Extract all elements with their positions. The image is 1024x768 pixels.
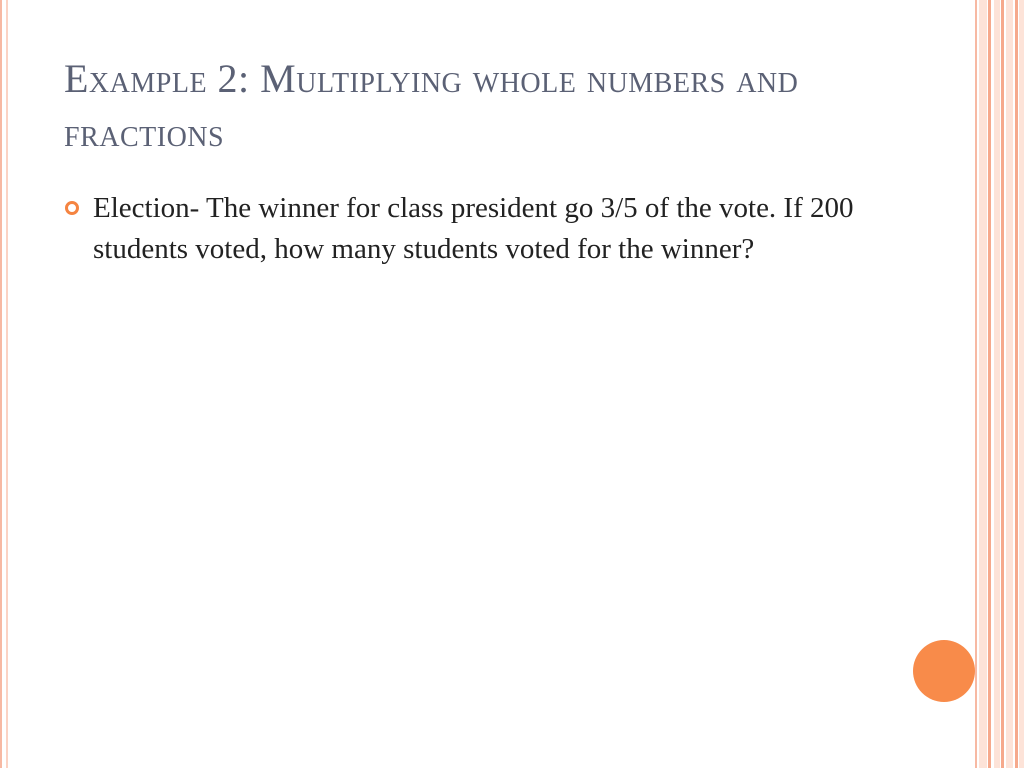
right-stripe-band — [979, 0, 987, 768]
right-stripe-band — [1019, 0, 1024, 768]
right-stripe-line — [1015, 0, 1018, 768]
right-stripe-band — [994, 0, 1000, 768]
right-stripe-line — [988, 0, 991, 768]
right-stripe-line — [975, 0, 977, 768]
bullet-text: Election- The winner for class president go 3/5 of the vote. If 200 students voted, how many students voted for the winner? — [93, 192, 854, 265]
right-stripe-line — [1001, 0, 1004, 768]
left-border-line-inner — [6, 0, 8, 768]
bullet-ring-icon — [65, 201, 79, 215]
left-border-line — [0, 0, 2, 768]
decorative-circle-icon — [913, 640, 975, 702]
slide-content — [62, 188, 892, 270]
bullet-item — [62, 188, 892, 270]
right-stripe-band — [1006, 0, 1013, 768]
slide-title: Example 2: Multiplying whole numbers and fractions — [64, 56, 799, 155]
